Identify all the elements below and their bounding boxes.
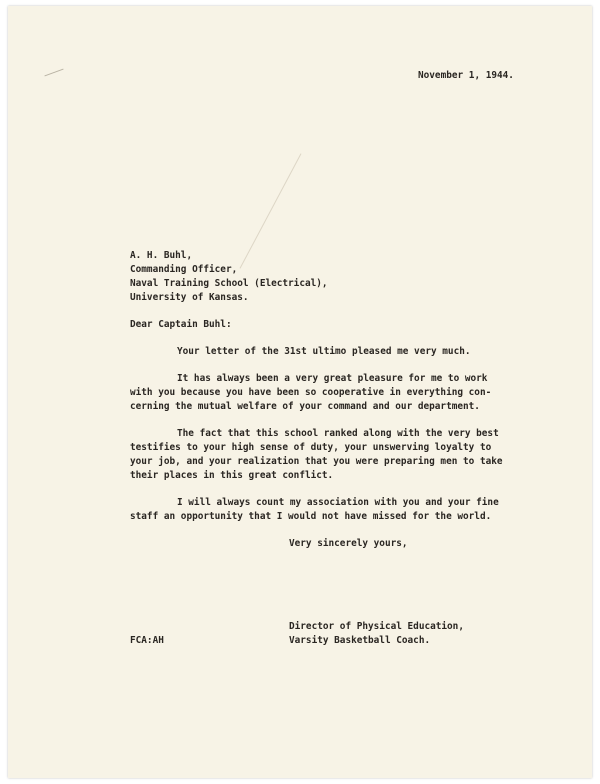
paragraph-3-line-2: testifies to your high sense of duty, your unswerving loyalty to xyxy=(130,442,492,453)
paragraph-4-line-2: staff an opportunity that I would not have missed for the world. xyxy=(130,511,492,522)
paragraph-1-line-1: Your letter of the 31st ultimo pleased me very much. xyxy=(177,346,471,357)
pencil-stroke xyxy=(240,153,302,268)
closing: Very sincerely yours, xyxy=(289,538,408,549)
recipient-name: A. H. Buhl, xyxy=(130,250,193,261)
paragraph-2-line-3: cerning the mutual welfare of your command and our department. xyxy=(130,401,480,412)
paragraph-2-line-1: It has always been a very great pleasure for me to work xyxy=(177,373,488,384)
paragraph-3-line-4: their places in this great conflict. xyxy=(130,470,334,481)
recipient-school: Naval Training School (Electrical), xyxy=(130,278,328,289)
paragraph-3-line-1: The fact that this school ranked along with the very best xyxy=(177,428,499,439)
signature-title-1: Director of Physical Education, xyxy=(289,621,464,632)
typist-initials: FCA:AH xyxy=(130,635,164,646)
paragraph-2-line-2: with you because you have been so cooperative in everything con- xyxy=(130,387,492,398)
pen-mark xyxy=(44,69,63,77)
letter-date: November 1, 1944. xyxy=(418,70,514,81)
salutation: Dear Captain Buhl: xyxy=(130,319,232,330)
paragraph-3-line-3: your job, and your realization that you were preparing men to take xyxy=(130,456,503,467)
recipient-university: University of Kansas. xyxy=(130,292,249,303)
paragraph-4-line-1: I will always count my association with you and your fine xyxy=(177,497,499,508)
letter-page xyxy=(8,6,592,778)
signature-title-2: Varsity Basketball Coach. xyxy=(289,635,431,646)
recipient-title: Commanding Officer, xyxy=(130,264,238,275)
